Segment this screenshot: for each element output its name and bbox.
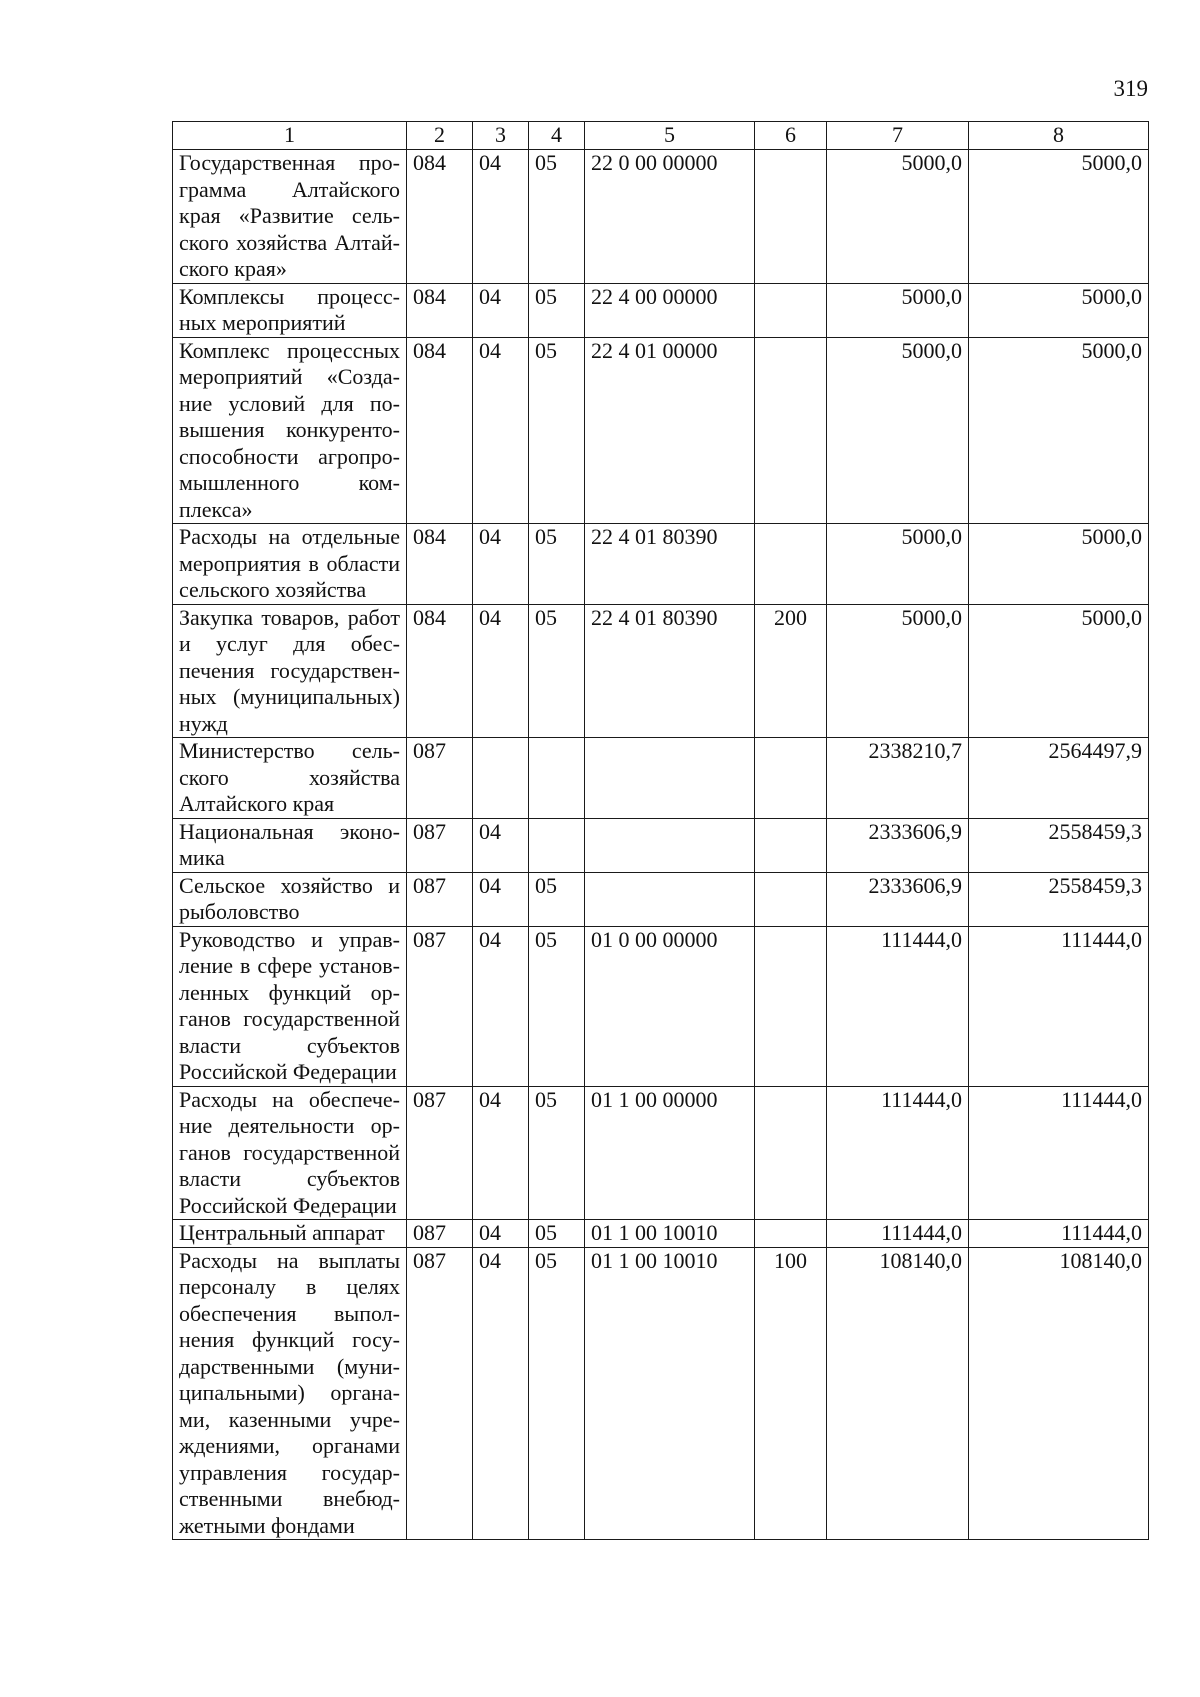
- table-row: [173, 872, 1149, 926]
- column-header: 8: [969, 122, 1149, 150]
- subsection-cell: 05: [529, 1086, 585, 1220]
- column-header: 3: [473, 122, 529, 150]
- column-header: 2: [407, 122, 473, 150]
- page-number: 319: [1113, 76, 1148, 101]
- row-name-cell: Расходы на выплаты персоналу в целях обеспечения выполнения функций государственными (муниципальными) органами, казенными учреждениями, органами управления государственными внебюджетными фондами: [173, 1247, 407, 1540]
- amount-year2-cell: 2564497,9: [969, 738, 1149, 819]
- amount-year1-cell: 2333606,9: [827, 818, 969, 872]
- amount-year1-cell: 2338210,7: [827, 738, 969, 819]
- column-header: 5: [585, 122, 755, 150]
- ministry-code-cell: 087: [407, 872, 473, 926]
- expense-type-cell: [755, 150, 827, 284]
- section-cell: 04: [473, 1247, 529, 1540]
- row-name-cell: Расходы на отдельные мероприятия в области сельского хозяйства: [173, 524, 407, 605]
- row-name-cell: Государственная программа Алтайского края «Развитие сельского хозяйства Алтайского края»: [173, 150, 407, 284]
- amount-year1-cell: 5000,0: [827, 337, 969, 524]
- ministry-code-cell: 087: [407, 1220, 473, 1248]
- row-name-cell: Центральный аппарат: [173, 1220, 407, 1248]
- header-row: [173, 122, 1149, 150]
- expense-type-cell: [755, 738, 827, 819]
- ministry-code-cell: 084: [407, 283, 473, 337]
- ministry-code-cell: 087: [407, 1247, 473, 1540]
- section-cell: 04: [473, 150, 529, 284]
- amount-year1-cell: 111444,0: [827, 926, 969, 1086]
- expense-type-cell: [755, 926, 827, 1086]
- subsection-cell: 05: [529, 1247, 585, 1540]
- target-article-cell: 01 1 00 10010: [585, 1247, 755, 1540]
- section-cell: 04: [473, 283, 529, 337]
- amount-year1-cell: 111444,0: [827, 1086, 969, 1220]
- subsection-cell: 05: [529, 872, 585, 926]
- amount-year2-cell: 2558459,3: [969, 818, 1149, 872]
- section-cell: [473, 738, 529, 819]
- amount-year1-cell: 2333606,9: [827, 872, 969, 926]
- subsection-cell: [529, 818, 585, 872]
- section-cell: 04: [473, 524, 529, 605]
- target-article-cell: 01 0 00 00000: [585, 926, 755, 1086]
- table-row: [173, 926, 1149, 1086]
- table-row: [173, 1220, 1149, 1248]
- subsection-cell: 05: [529, 283, 585, 337]
- amount-year1-cell: 5000,0: [827, 604, 969, 738]
- subsection-cell: 05: [529, 524, 585, 605]
- subsection-cell: 05: [529, 1220, 585, 1248]
- table-row: [173, 1086, 1149, 1220]
- target-article-cell: 22 4 01 00000: [585, 337, 755, 524]
- subsection-cell: 05: [529, 337, 585, 524]
- expense-type-cell: [755, 1220, 827, 1248]
- amount-year2-cell: 5000,0: [969, 524, 1149, 605]
- expense-type-cell: [755, 524, 827, 605]
- row-name-cell: Национальная экономика: [173, 818, 407, 872]
- section-cell: 04: [473, 337, 529, 524]
- ministry-code-cell: 087: [407, 926, 473, 1086]
- amount-year2-cell: 5000,0: [969, 337, 1149, 524]
- ministry-code-cell: 084: [407, 337, 473, 524]
- table-row: [173, 604, 1149, 738]
- ministry-code-cell: 084: [407, 604, 473, 738]
- table-row: [173, 337, 1149, 524]
- section-cell: 04: [473, 604, 529, 738]
- table-row: [173, 1247, 1149, 1540]
- table-row: [173, 150, 1149, 284]
- row-name-cell: Комплекс процессных мероприятий «Создание условий для повышения конкурентоспособности агропромышленного комплекса»: [173, 337, 407, 524]
- expense-type-cell: 200: [755, 604, 827, 738]
- budget-table: [172, 121, 1149, 1540]
- expense-type-cell: [755, 337, 827, 524]
- row-name-cell: Руководство и управление в сфере установленных функций органов государственной власти субъектов Российской Федерации: [173, 926, 407, 1086]
- target-article-cell: 22 4 01 80390: [585, 604, 755, 738]
- table-row: [173, 818, 1149, 872]
- subsection-cell: 05: [529, 150, 585, 284]
- target-article-cell: [585, 818, 755, 872]
- target-article-cell: 22 4 00 00000: [585, 283, 755, 337]
- column-header: 1: [173, 122, 407, 150]
- amount-year2-cell: 5000,0: [969, 283, 1149, 337]
- amount-year1-cell: 108140,0: [827, 1247, 969, 1540]
- amount-year2-cell: 5000,0: [969, 150, 1149, 284]
- expense-type-cell: [755, 872, 827, 926]
- section-cell: 04: [473, 1086, 529, 1220]
- ministry-code-cell: 084: [407, 150, 473, 284]
- row-name-cell: Закупка товаров, работ и услуг для обеспечения государственных (муниципальных) нужд: [173, 604, 407, 738]
- section-cell: 04: [473, 926, 529, 1086]
- target-article-cell: 01 1 00 00000: [585, 1086, 755, 1220]
- amount-year2-cell: 5000,0: [969, 604, 1149, 738]
- row-name-cell: Расходы на обеспечение деятельности органов государственной власти субъектов Российской Федерации: [173, 1086, 407, 1220]
- ministry-code-cell: 087: [407, 818, 473, 872]
- table-body: [173, 150, 1149, 1540]
- amount-year2-cell: 111444,0: [969, 926, 1149, 1086]
- row-name-cell: Министерство сельского хозяйства Алтайского края: [173, 738, 407, 819]
- amount-year2-cell: 111444,0: [969, 1086, 1149, 1220]
- expense-type-cell: [755, 818, 827, 872]
- amount-year2-cell: 111444,0: [969, 1220, 1149, 1248]
- ministry-code-cell: 084: [407, 524, 473, 605]
- target-article-cell: 01 1 00 10010: [585, 1220, 755, 1248]
- amount-year2-cell: 108140,0: [969, 1247, 1149, 1540]
- target-article-cell: [585, 738, 755, 819]
- amount-year2-cell: 2558459,3: [969, 872, 1149, 926]
- column-header: 7: [827, 122, 969, 150]
- target-article-cell: 22 4 01 80390: [585, 524, 755, 605]
- column-header: 6: [755, 122, 827, 150]
- amount-year1-cell: 5000,0: [827, 150, 969, 284]
- ministry-code-cell: 087: [407, 1086, 473, 1220]
- expense-type-cell: [755, 1086, 827, 1220]
- subsection-cell: 05: [529, 604, 585, 738]
- target-article-cell: 22 0 00 00000: [585, 150, 755, 284]
- section-cell: 04: [473, 872, 529, 926]
- subsection-cell: [529, 738, 585, 819]
- ministry-code-cell: 087: [407, 738, 473, 819]
- expense-type-cell: [755, 283, 827, 337]
- row-name-cell: Сельское хозяйство и рыболовство: [173, 872, 407, 926]
- amount-year1-cell: 5000,0: [827, 524, 969, 605]
- amount-year1-cell: 111444,0: [827, 1220, 969, 1248]
- section-cell: 04: [473, 1220, 529, 1248]
- table-row: [173, 283, 1149, 337]
- column-header: 4: [529, 122, 585, 150]
- subsection-cell: 05: [529, 926, 585, 1086]
- amount-year1-cell: 5000,0: [827, 283, 969, 337]
- table-row: [173, 738, 1149, 819]
- section-cell: 04: [473, 818, 529, 872]
- row-name-cell: Комплексы процессных мероприятий: [173, 283, 407, 337]
- table-row: [173, 524, 1149, 605]
- expense-type-cell: 100: [755, 1247, 827, 1540]
- target-article-cell: [585, 872, 755, 926]
